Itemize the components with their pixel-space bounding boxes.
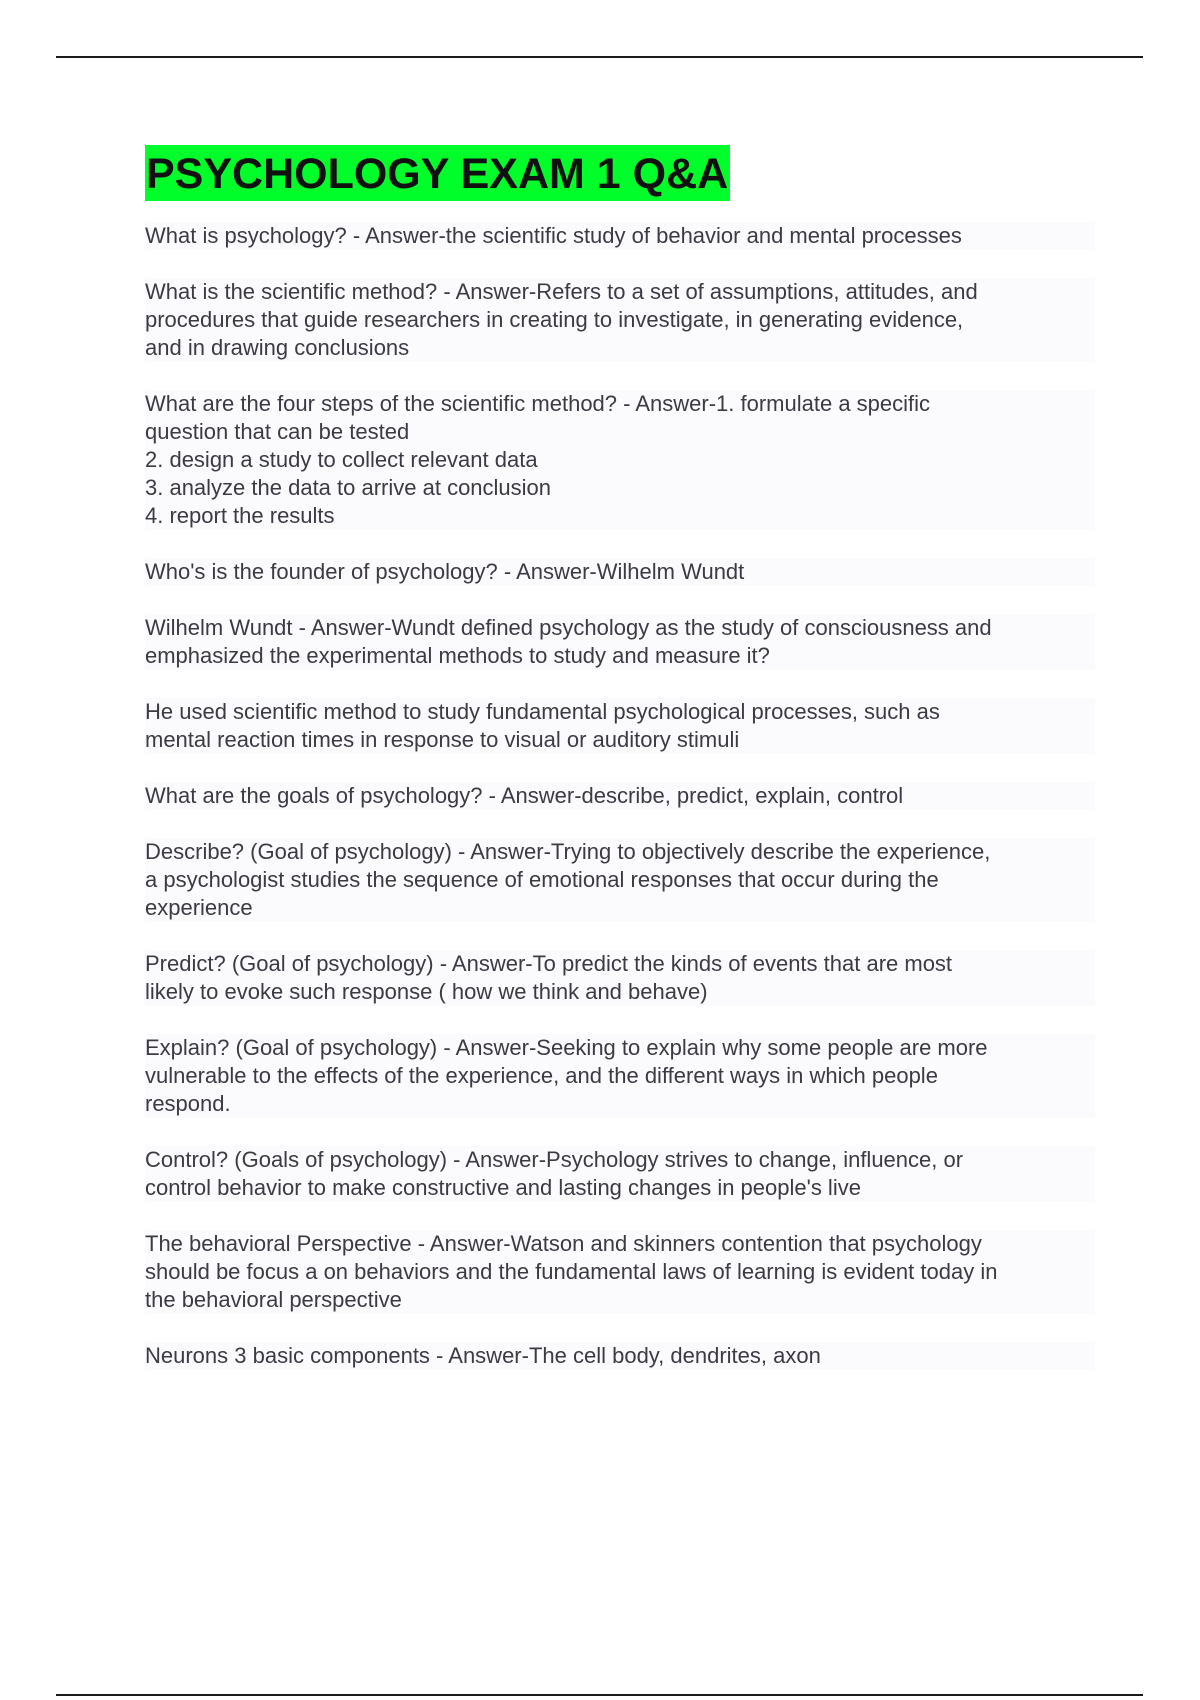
qa-item-describe	[145, 838, 1095, 922]
qa-line: Control? (Goals of psychology) - Answer-Psychology strives to change, influence, or	[145, 1146, 1095, 1174]
qa-line: 2. design a study to collect relevant data	[145, 446, 1095, 474]
qa-line: experience	[145, 894, 1095, 922]
qa-line: What is psychology? - Answer-the scientific study of behavior and mental processes	[145, 222, 1095, 250]
qa-item-four-steps	[145, 390, 1095, 530]
qa-line: respond.	[145, 1090, 1095, 1118]
qa-line: emphasized the experimental methods to study and measure it?	[145, 642, 1095, 670]
qa-item-wundt	[145, 614, 1095, 670]
qa-line: What is the scientific method? - Answer-Refers to a set of assumptions, attitudes, and	[145, 278, 1095, 306]
qa-line: Who's is the founder of psychology? - Answer-Wilhelm Wundt	[145, 558, 1095, 586]
qa-line: Describe? (Goal of psychology) - Answer-Trying to objectively describe the experience,	[145, 838, 1095, 866]
qa-line: What are the goals of psychology? - Answer-describe, predict, explain, control	[145, 782, 1095, 810]
qa-line: Explain? (Goal of psychology) - Answer-Seeking to explain why some people are more	[145, 1034, 1095, 1062]
qa-line: question that can be tested	[145, 418, 1095, 446]
qa-item-predict	[145, 950, 1095, 1006]
document-body	[145, 145, 1095, 1398]
qa-item-founder	[145, 558, 1095, 586]
qa-line: 3. analyze the data to arrive at conclusion	[145, 474, 1095, 502]
qa-line: and in drawing conclusions	[145, 334, 1095, 362]
qa-line: 4. report the results	[145, 502, 1095, 530]
qa-line: Wilhelm Wundt - Answer-Wundt defined psychology as the study of consciousness and	[145, 614, 1095, 642]
qa-line: Predict? (Goal of psychology) - Answer-To predict the kinds of events that are most	[145, 950, 1095, 978]
page-title: PSYCHOLOGY EXAM 1 Q&A	[145, 145, 730, 201]
qa-item-psychology-definition	[145, 222, 1095, 250]
qa-line: should be focus a on behaviors and the fundamental laws of learning is evident today in	[145, 1258, 1095, 1286]
qa-item-wundt-method	[145, 698, 1095, 754]
qa-item-goals	[145, 782, 1095, 810]
qa-item-explain	[145, 1034, 1095, 1118]
qa-line: likely to evoke such response ( how we think and behave)	[145, 978, 1095, 1006]
qa-item-neurons	[145, 1342, 1095, 1370]
qa-line: the behavioral perspective	[145, 1286, 1095, 1314]
qa-line: procedures that guide researchers in creating to investigate, in generating evidence,	[145, 306, 1095, 334]
qa-line: a psychologist studies the sequence of emotional responses that occur during the	[145, 866, 1095, 894]
qa-item-control	[145, 1146, 1095, 1202]
qa-line: Neurons 3 basic components - Answer-The cell body, dendrites, axon	[145, 1342, 1095, 1370]
qa-line: What are the four steps of the scientific method? - Answer-1. formulate a specific	[145, 390, 1095, 418]
qa-list	[145, 222, 1095, 1370]
qa-item-scientific-method	[145, 278, 1095, 362]
qa-line: He used scientific method to study fundamental psychological processes, such as	[145, 698, 1095, 726]
qa-item-behavioral-perspective	[145, 1230, 1095, 1314]
bottom-rule	[56, 1694, 1143, 1696]
qa-line: vulnerable to the effects of the experience, and the different ways in which people	[145, 1062, 1095, 1090]
top-rule	[56, 56, 1143, 58]
qa-line: control behavior to make constructive and lasting changes in people's live	[145, 1174, 1095, 1202]
qa-line: The behavioral Perspective - Answer-Watson and skinners contention that psychology	[145, 1230, 1095, 1258]
qa-line: mental reaction times in response to visual or auditory stimuli	[145, 726, 1095, 754]
